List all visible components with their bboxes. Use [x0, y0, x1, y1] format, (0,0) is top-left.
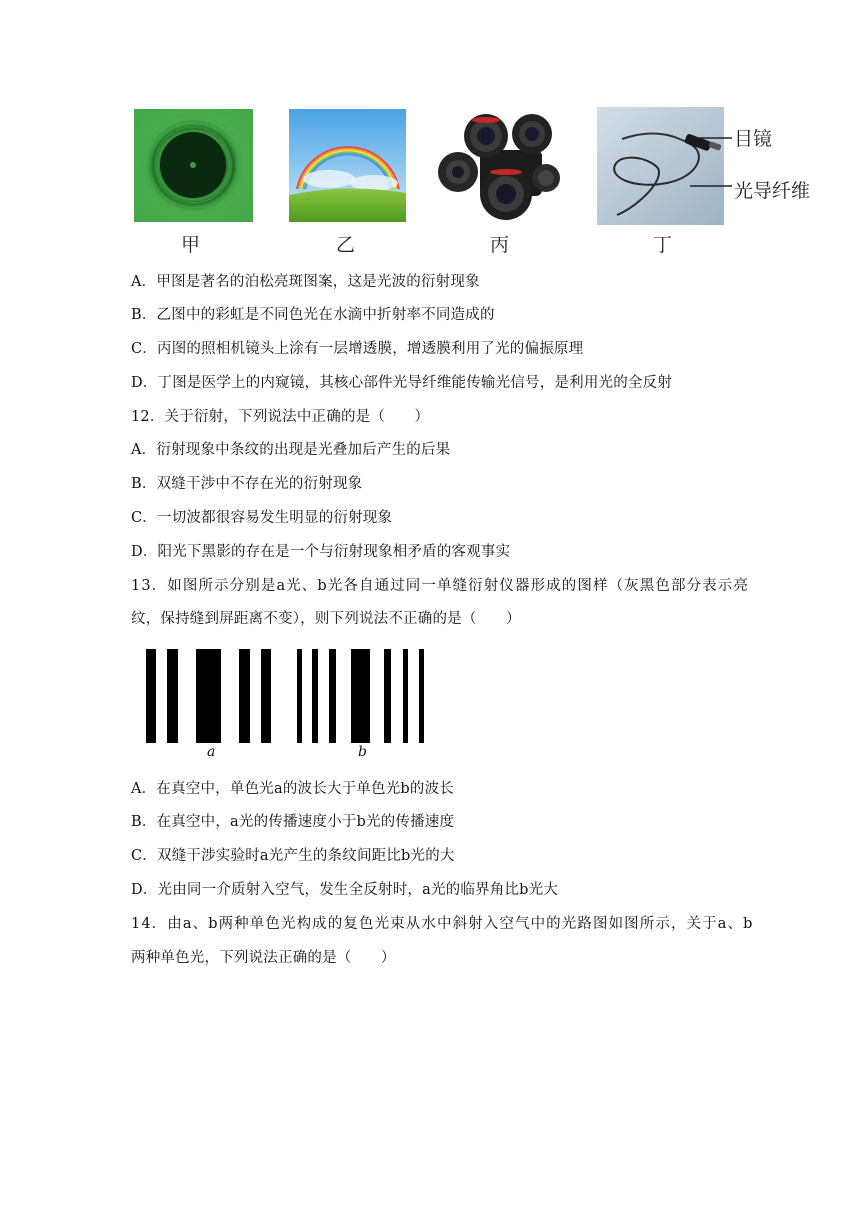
- q12-option-a: A．衍射现象中条纹的出现是光叠加后产生的后果: [131, 442, 451, 458]
- q12-option-d: D．阳光下黑影的存在是一个与衍射现象相矛盾的客观事实: [131, 544, 511, 560]
- pattern-a-fringes: [146, 649, 271, 743]
- q12-option-c: C．一切波都很容易发生明显的衍射现象: [131, 510, 393, 526]
- q13-option-d: D．光由同一介质射入空气，发生全反射时，a光的临界角比b光大: [131, 882, 559, 898]
- q11-option-a: A．甲图是著名的泊松亮斑图案，这是光波的衍射现象: [131, 274, 480, 290]
- q11-option-c: C．丙图的照相机镜头上涂有一层增透膜，增透膜利用了光的偏振原理: [131, 341, 584, 357]
- pattern-b-label: b: [358, 744, 368, 760]
- q12-option-b: B．双缝干涉中不存在光的衍射现象: [131, 476, 363, 492]
- q13-option-a: A．在真空中，单色光a的波长大于单色光b的波长: [131, 781, 454, 797]
- figure-caption-bing: 丙: [490, 234, 510, 256]
- q13-option-c: C．双缝干涉实验时a光产生的条纹间距比b光的大: [131, 848, 455, 864]
- q13-stem-line2: 纹，保持缝到屏距离不变），则下列说法不正确的是（ ）: [131, 611, 521, 627]
- diffraction-pattern-figure: [140, 646, 430, 764]
- pattern-a-label: a: [207, 744, 216, 760]
- q11-option-d: D．丁图是医学上的内窥镜，其核心部件光导纤维能传输光信号，是利用光的全反射: [131, 375, 673, 391]
- figure-caption-yi: 乙: [336, 234, 356, 256]
- q12-stem: 12．关于衍射，下列说法中正确的是（ ）: [131, 409, 430, 425]
- q14-stem-line2: 两种单色光，下列说法正确的是（ ）: [131, 950, 396, 966]
- q14-stem-line1: 14．由a、b两种单色光构成的复色光束从水中斜射入空气中的光路图如图所示，关于a、b: [131, 916, 754, 932]
- figure-caption-ding: 丁: [653, 234, 673, 256]
- figure-caption-jia: 甲: [181, 234, 201, 256]
- pattern-b-fringes: [297, 649, 424, 743]
- poisson-spot-image: [134, 109, 253, 222]
- q13-stem-line1: 13．如图所示分别是a光、b光各自通过同一单缝衍射仪器形成的图样（灰黑色部分表示亮: [131, 578, 749, 594]
- endoscope-fiber-label: 光导纤维: [734, 180, 811, 202]
- eyepiece-leader-line: [690, 128, 735, 198]
- q13-option-b: B．在真空中，a光的传播速度小于b光的传播速度: [131, 814, 455, 830]
- endoscope-eyepiece-label: 目镜: [734, 128, 773, 150]
- rainbow-image: [289, 109, 406, 222]
- camera-lenses-image: [436, 106, 562, 224]
- q11-option-b: B．乙图中的彩虹是不同色光在水滴中折射率不同造成的: [131, 307, 495, 323]
